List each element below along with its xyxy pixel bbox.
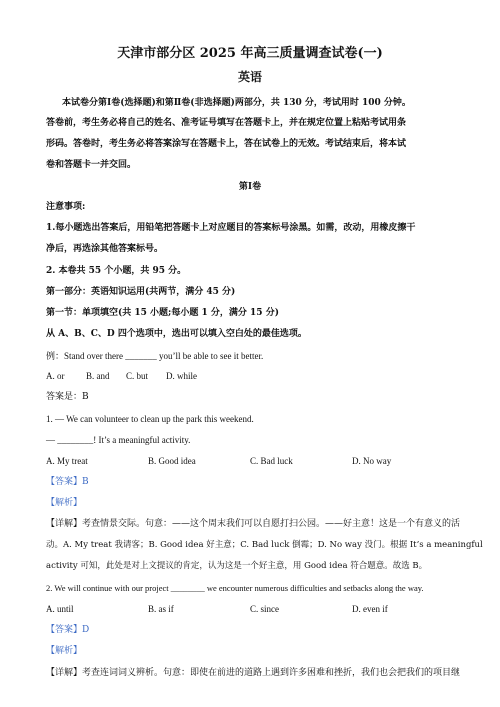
question-option: B. as if — [148, 604, 174, 614]
example-answer: 答案是：B — [46, 392, 89, 402]
question-option: D. even if — [352, 604, 388, 614]
example-stem: 例：Stand over there _______ you’ll be able to see it better. — [46, 351, 264, 361]
detail-line: 【详解】考查情景交际。句意：——这个周末我们可以自愿打扫公园。——好主意！这是一个有意义的活 — [46, 519, 461, 529]
notice-line: 净后，再选涂其他答案标号。 — [46, 244, 164, 254]
question-option: A. until — [46, 604, 74, 614]
question-option: C. Bad luck — [250, 456, 293, 466]
instruction-text: 从 A、B、C、D 四个选项中，选出可以填入空白处的最佳选项。 — [46, 329, 307, 339]
example-option: A. or — [46, 371, 65, 381]
question-option: C. since — [250, 604, 279, 614]
intro-line: 答卷前，考生务必将自己的姓名、准考证号填写在答题卡上，并在规定位置上粘贴考试用条 — [46, 118, 407, 128]
example-option: C. but — [126, 371, 149, 381]
detail-line: 【详解】考查连词词义辨析。句意：即使在前进的道路上遇到许多困难和挫折，我们也会把我们的项目继 — [46, 668, 461, 678]
notice-line: 1.每小题选出答案后，用铅笔把答题卡上对应题目的答案标号涂黑。如需，改动，用橡皮擦干 — [46, 223, 416, 233]
question-stem: 2. We will continue with our project ________ we encounter numerous difficulties and setbacks along the way. — [46, 583, 424, 593]
question-option: A. My treat — [46, 456, 88, 466]
answer-tag: 【答案】D — [46, 625, 90, 635]
analysis-tag: 【解析】 — [46, 498, 83, 508]
question-stem: — ________! It’s a meaningful activity. — [46, 435, 191, 445]
notice-line: 2. 本卷共 55 个小题，共 95 分。 — [46, 266, 187, 276]
section-title: 第Ⅰ卷 — [238, 182, 262, 192]
answer-tag: 【答案】B — [46, 477, 89, 487]
analysis-tag: 【解析】 — [46, 646, 83, 656]
notice-label: 注意事项: — [46, 202, 86, 212]
example-option: D. while — [166, 371, 197, 381]
question-stem: 1. — We can volunteer to clean up the park this weekend. — [46, 414, 254, 424]
example-option: B. and — [86, 371, 110, 381]
question-option: B. Good idea — [148, 456, 196, 466]
intro-line: 本试卷分第Ⅰ卷(选择题)和第Ⅱ卷(非选择题)两部分，共 130 分，考试用时 100 分钟。 — [62, 98, 411, 108]
intro-line: 形码。答卷时，考生务必将答案涂写在答题卡上，答在试卷上的无效。考试结束后，将本试 — [46, 139, 407, 149]
intro-line: 卷和答题卡一并交回。 — [46, 160, 137, 170]
exam-title: 天津市部分区 2025 年高三质量调查试卷(一) — [117, 46, 383, 61]
part-heading: 第一部分：英语知识运用(共两节，满分 45 分) — [46, 287, 236, 297]
section-heading: 第一节：单项填空(共 15 小题;每小题 1 分，满分 15 分) — [46, 308, 279, 318]
question-option: D. No way — [352, 456, 392, 466]
detail-line: 动。A. My treat 我请客；B. Good idea 好主意；C. Bad luck 倒霉；D. No way 没门。根据 It’s a meaningful — [46, 540, 483, 550]
subject-heading: 英语 — [237, 70, 262, 84]
detail-line: activity 可知，此处是对上文提议的肯定，认为这是一个好主意，用 Good idea 符合题意。故选 B。 — [46, 561, 428, 571]
